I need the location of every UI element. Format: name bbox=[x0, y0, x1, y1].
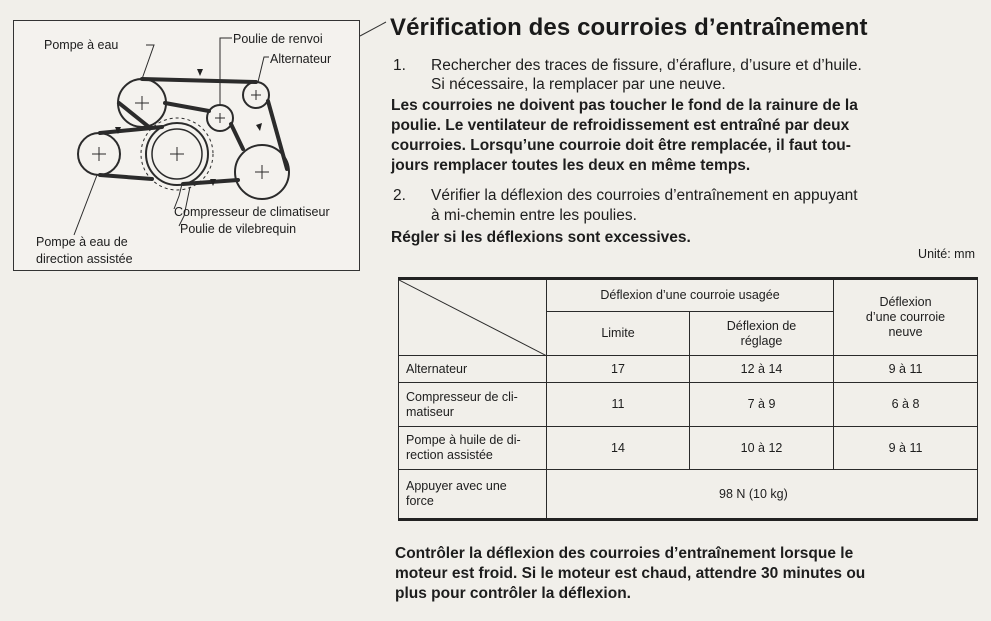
row-name: Compresseur de cli- matiseur bbox=[399, 383, 547, 427]
row-setting: 12 à 14 bbox=[690, 355, 834, 382]
deflection-arrow-icon bbox=[256, 123, 262, 131]
limit-header: Limite bbox=[547, 312, 690, 356]
label-ps-pump-line1: Pompe à eau de bbox=[36, 235, 128, 249]
step-2-line-1: Vérifier la déflexion des courroies d’entraînement en appuyant bbox=[431, 187, 858, 204]
step-2-line-2: à mi-chemin entre les poulies. bbox=[431, 207, 637, 224]
table-row bbox=[399, 426, 978, 470]
table-row bbox=[399, 470, 978, 520]
setting-header: Déflexion de réglage bbox=[690, 312, 834, 356]
title-leader-line bbox=[360, 20, 388, 40]
row-limit: 17 bbox=[547, 355, 690, 382]
row-new: 9 à 11 bbox=[834, 355, 978, 382]
label-ac-compressor: Compresseur de climatiseur bbox=[174, 205, 330, 219]
corner-diagonal bbox=[399, 280, 547, 356]
label-ps-pump-line2: direction assistée bbox=[36, 252, 133, 266]
row-setting: 7 à 9 bbox=[690, 383, 834, 427]
step-2-number: 2. bbox=[393, 187, 406, 204]
step-1-line-2: Si nécessaire, la remplacer par une neuve. bbox=[431, 76, 726, 93]
deflection-arrow-icon bbox=[197, 69, 203, 76]
unit-label: Unité: mm bbox=[918, 247, 975, 261]
label-crankshaft-pulley: Poulie de vilebrequin bbox=[180, 222, 297, 236]
warning-line-2: poulie. Le ventilateur de refroidissement est entraîné par deux bbox=[391, 117, 850, 134]
row-new: 6 à 8 bbox=[834, 383, 978, 427]
table-row bbox=[399, 355, 978, 382]
step-1-number: 1. bbox=[393, 57, 406, 74]
belt-diagram bbox=[13, 20, 360, 271]
adjust-note: Régler si les déflexions sont excessives. bbox=[391, 229, 691, 246]
deflection-table bbox=[398, 277, 978, 521]
table-row bbox=[399, 383, 978, 427]
label-idler-pulley: Poulie de renvoi bbox=[233, 32, 323, 46]
table-corner-cell bbox=[399, 279, 547, 356]
label-alternator: Alternateur bbox=[270, 52, 332, 66]
cold-engine-note: Contrôler la déflexion des courroies d’entraînement lorsque le moteur est froid. Si le moteur est chaud, attendre 30 minutes ou plus pour contrôler la déflexion. bbox=[395, 545, 866, 602]
warning-line-1: Les courroies ne doivent pas toucher le fond de la rainure de la bbox=[391, 97, 858, 114]
row-new: 9 à 11 bbox=[834, 426, 978, 470]
new-belt-header: Déflexion d’une courroie neuve bbox=[834, 279, 978, 356]
page-title: Vérification des courroies d’entraînement bbox=[390, 14, 868, 41]
used-belt-header: Déflexion d’une courroie usagée bbox=[547, 279, 834, 312]
row-setting: 10 à 12 bbox=[690, 426, 834, 470]
row-name: Pompe à huile de di- rection assistée bbox=[399, 426, 547, 470]
force-label: Appuyer avec une force bbox=[399, 470, 547, 520]
row-limit: 11 bbox=[547, 383, 690, 427]
warning-line-3: courroies. Lorsqu’une courroie doit être remplacée, il faut tou- bbox=[391, 137, 851, 154]
label-water-pump: Pompe à eau bbox=[44, 38, 119, 52]
row-limit: 14 bbox=[547, 426, 690, 470]
force-value: 98 N (10 kg) bbox=[547, 470, 978, 520]
step-1-line-1: Rechercher des traces de fissure, d’éraflure, d’usure et d’huile. bbox=[431, 57, 862, 74]
row-name: Alternateur bbox=[399, 355, 547, 382]
warning-line-4: jours remplacer toutes les deux en même temps. bbox=[391, 157, 751, 174]
